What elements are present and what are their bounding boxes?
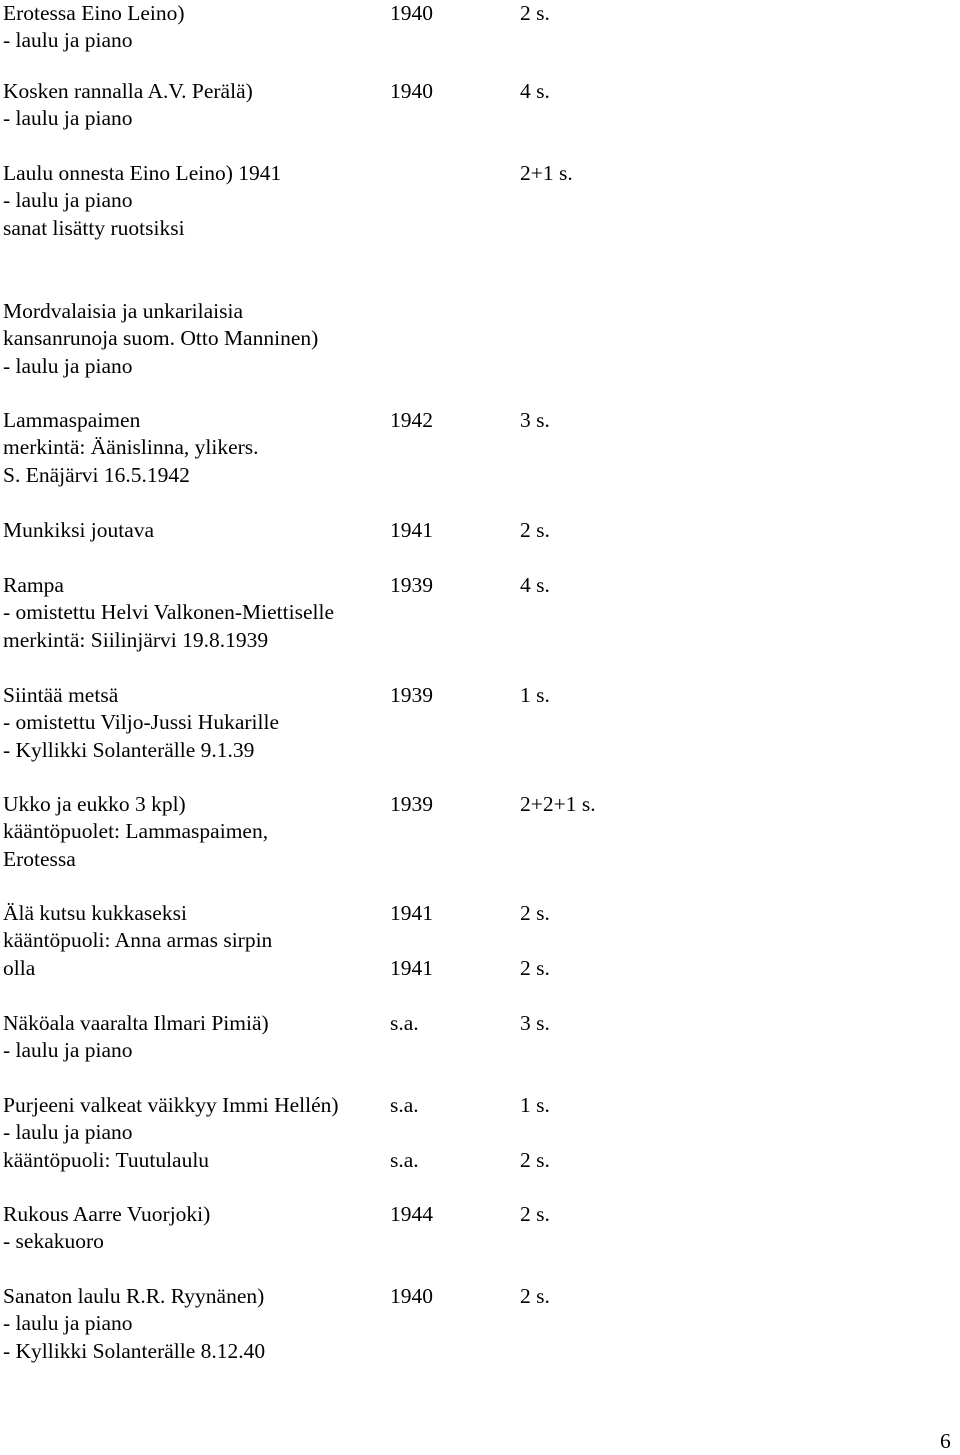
entry-pages: 2+1 s. — [520, 161, 573, 185]
entry-line — [3, 900, 903, 927]
entry-title: Sanaton laulu R.R. Ryynänen) — [3, 1284, 265, 1308]
entry-year: s.a. — [390, 1011, 419, 1035]
entry-line — [3, 599, 903, 626]
entry-line — [3, 1010, 903, 1037]
entry-title: Mordvalaisia ja unkarilaisia — [3, 299, 244, 323]
entry-title: merkintä: Äänislinna, ylikers. — [3, 435, 259, 460]
entry-title: kääntöpuoli: Anna armas sirpin — [3, 928, 273, 953]
entry-line — [3, 818, 903, 845]
entry-pages: 2 s. — [520, 901, 550, 925]
entry-pages: 2 s. — [520, 955, 550, 980]
entry-line — [3, 434, 903, 461]
entry-pages: 1 s. — [520, 683, 550, 707]
entry-line — [3, 1037, 903, 1064]
entry-line — [3, 1310, 903, 1337]
entry-title: Laulu onnesta Eino Leino) 1941 — [3, 161, 282, 185]
entry-line — [3, 0, 903, 27]
entry-line — [3, 927, 903, 954]
entry-year: s.a. — [390, 1093, 419, 1117]
entry-line — [3, 955, 903, 982]
work-entry — [3, 1283, 903, 1365]
entry-title: Ukko ja eukko 3 kpl) — [3, 792, 186, 816]
entry-year: 1940 — [390, 1, 433, 25]
entry-line — [3, 78, 903, 105]
entry-title: - laulu ja piano — [3, 28, 133, 53]
entry-title: Rampa — [3, 573, 64, 597]
entry-year: 1941 — [390, 901, 433, 925]
entry-line — [3, 215, 903, 242]
entry-title: - laulu ja piano — [3, 1038, 133, 1063]
entry-line — [3, 791, 903, 818]
work-entry — [3, 900, 903, 982]
entry-pages: 2 s. — [520, 518, 550, 542]
entry-line — [3, 105, 903, 132]
entry-line — [3, 682, 903, 709]
entry-title: - Kyllikki Solanterälle 8.12.40 — [3, 1338, 266, 1363]
work-entry — [3, 407, 903, 489]
entry-title: - Kyllikki Solanterälle 9.1.39 — [3, 737, 255, 762]
entry-year: 1940 — [390, 79, 433, 103]
entry-title: Kosken rannalla A.V. Perälä) — [3, 79, 253, 103]
page-number: 6 — [940, 1429, 951, 1453]
work-entry — [3, 160, 903, 242]
entry-year: s.a. — [390, 1147, 419, 1172]
entry-title: - laulu ja piano — [3, 106, 133, 131]
entry-line — [3, 517, 903, 544]
work-entry — [3, 1201, 903, 1256]
entry-title: Älä kutsu kukkaseksi — [3, 901, 187, 925]
entry-title: Erotessa Eino Leino) — [3, 1, 185, 25]
entry-year: 1939 — [390, 683, 433, 707]
entry-title: kääntöpuolet: Lammaspaimen, — [3, 819, 269, 844]
entry-title: olla — [3, 955, 36, 980]
entry-line — [3, 1338, 903, 1365]
entry-line — [3, 160, 903, 187]
entry-title: - laulu ja piano — [3, 1311, 133, 1336]
work-entry — [3, 1010, 903, 1065]
entry-title: Lammaspaimen — [3, 408, 141, 432]
entry-title: Rukous Aarre Vuorjoki) — [3, 1202, 211, 1226]
entry-year: 1944 — [390, 1202, 433, 1226]
work-entry — [3, 682, 903, 764]
entry-line — [3, 27, 903, 54]
entry-title: - laulu ja piano — [3, 353, 133, 378]
entry-line — [3, 1201, 903, 1228]
entry-line — [3, 353, 903, 380]
work-entry — [3, 517, 903, 544]
entry-line — [3, 1283, 903, 1310]
entry-year: 1940 — [390, 1284, 433, 1308]
entry-line — [3, 1092, 903, 1119]
entry-title: - omistettu Helvi Valkonen-Miettiselle — [3, 600, 335, 625]
entry-pages: 4 s. — [520, 573, 550, 597]
entry-pages: 2 s. — [520, 1147, 550, 1172]
entry-line — [3, 846, 903, 873]
work-entry — [3, 0, 903, 55]
entry-line — [3, 572, 903, 599]
entry-title: kääntöpuoli: Tuutulaulu — [3, 1147, 210, 1172]
entry-year: 1939 — [390, 573, 433, 597]
entry-line — [3, 1228, 903, 1255]
entry-line — [3, 407, 903, 434]
entry-year: 1939 — [390, 792, 433, 816]
entry-pages: 4 s. — [520, 79, 550, 103]
entry-title: S. Enäjärvi 16.5.1942 — [3, 462, 190, 487]
entry-pages: 2 s. — [520, 1202, 550, 1226]
entry-line — [3, 737, 903, 764]
entry-title: - sekakuoro — [3, 1229, 104, 1254]
entry-year: 1941 — [390, 955, 433, 980]
entry-line — [3, 462, 903, 489]
entry-line — [3, 325, 903, 352]
work-entry — [3, 1092, 903, 1174]
work-entry — [3, 78, 903, 133]
entry-title: sanat lisätty ruotsiksi — [3, 215, 185, 240]
entry-title: kansanrunoja suom. Otto Manninen) — [3, 326, 319, 351]
entry-title: - laulu ja piano — [3, 1120, 133, 1145]
entry-line — [3, 298, 903, 325]
entry-year: 1941 — [390, 518, 433, 542]
work-entry — [3, 572, 903, 654]
entry-pages: 2 s. — [520, 1, 550, 25]
entry-title: - omistettu Viljo-Jussi Hukarille — [3, 710, 280, 735]
entry-title: - laulu ja piano — [3, 188, 133, 213]
entry-title: Siintää metsä — [3, 683, 119, 707]
entry-line — [3, 1147, 903, 1174]
entry-line — [3, 627, 903, 654]
entry-pages: 1 s. — [520, 1093, 550, 1117]
entry-title: Purjeeni valkeat väikkyy Immi Hellén) — [3, 1093, 339, 1117]
entry-pages: 2+2+1 s. — [520, 792, 596, 816]
entry-title: Erotessa — [3, 846, 76, 871]
entry-pages: 3 s. — [520, 408, 550, 432]
entry-line — [3, 187, 903, 214]
work-entry — [3, 298, 903, 380]
work-entry — [3, 791, 903, 873]
entry-title: Näköala vaaralta Ilmari Pimiä) — [3, 1011, 269, 1035]
entry-pages: 2 s. — [520, 1284, 550, 1308]
entry-title: Munkiksi joutava — [3, 518, 155, 542]
entry-line — [3, 1119, 903, 1146]
entry-pages: 3 s. — [520, 1011, 550, 1035]
entry-line — [3, 709, 903, 736]
entry-title: merkintä: Siilinjärvi 19.8.1939 — [3, 627, 269, 652]
entry-year: 1942 — [390, 408, 433, 432]
